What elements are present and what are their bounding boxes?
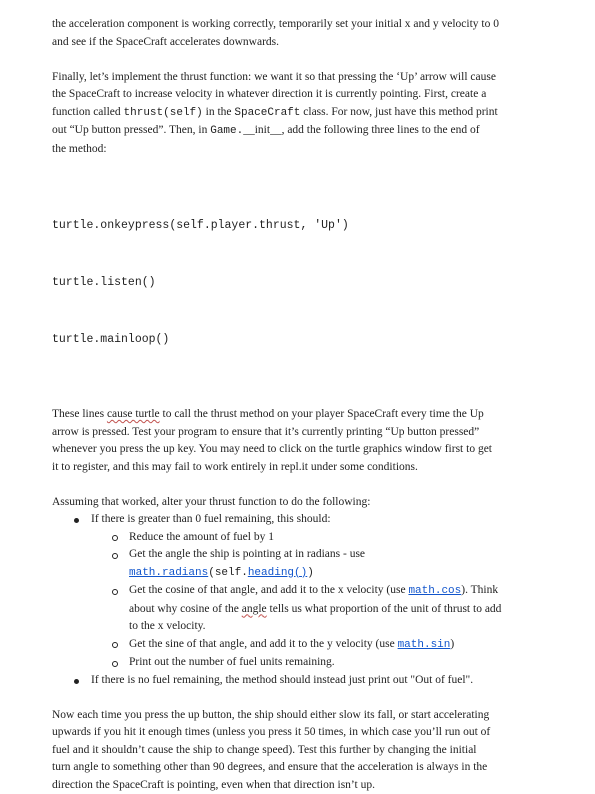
- paragraph-test-instructions: [52, 406, 552, 476]
- text-span: about why cosine of the: [129, 603, 242, 615]
- code-line: turtle.onkeypress(self.player.thrust, 'Up'): [52, 216, 552, 235]
- hollow-bullet-icon: [112, 642, 118, 648]
- text-line: turn angle to something other than 90 degrees, and ensure that the acceleration is always in the: [52, 759, 552, 777]
- code-line: turtle.listen(): [52, 273, 552, 292]
- paragraph-thrust-intro: [52, 69, 552, 159]
- bullet-icon: [74, 518, 79, 523]
- text-line: and see if the SpaceCraft accelerates downwards.: [52, 34, 552, 52]
- text-span: to the x velocity.: [129, 620, 206, 632]
- code-link-math-sin[interactable]: math.sin: [398, 639, 451, 651]
- text-line: arrow is pressed. Test your program to ensure that it’s currently printing “Up button pressed”: [52, 424, 552, 442]
- spellcheck-underline: angle: [242, 603, 267, 615]
- text-span: class. For now, just have this method print: [300, 106, 497, 118]
- paragraph-final-test: [52, 707, 552, 794]
- sub-list-item: [129, 654, 552, 672]
- inline-code-init: __init__: [243, 124, 281, 136]
- text-line: [52, 122, 552, 141]
- sub-bullet-list: [91, 529, 552, 672]
- text-span: ): [450, 638, 454, 650]
- text-span: function called: [52, 106, 124, 118]
- code-link-math-radians[interactable]: math.radians: [129, 567, 208, 579]
- text-line: [52, 406, 552, 424]
- text-span: in the: [203, 106, 235, 118]
- text-line: whenever you press the up key. You may need to click on the turtle graphics window first to get: [52, 441, 552, 459]
- bullet-list: [52, 511, 552, 689]
- sub-list-item: [129, 529, 552, 547]
- list-item: [91, 511, 552, 672]
- list-item-text: If there is no fuel remaining, the method should instead just print out "Out of fuel".: [91, 674, 473, 686]
- list-item-text: If there is greater than 0 fuel remaining, this should:: [91, 513, 331, 525]
- list-item-text: Reduce the amount of fuel by 1: [129, 531, 274, 543]
- text-line: the method:: [52, 141, 552, 159]
- sub-list-item: [129, 546, 552, 582]
- text-span: Get the cosine of that angle, and add it to the x velocity (use: [129, 584, 408, 596]
- text-line: the acceleration component is working correctly, temporarily set your initial x and y velocity to 0: [52, 16, 552, 34]
- sub-list-item: [129, 582, 552, 636]
- text-span: tells us what proportion of the unit of thrust to add: [267, 603, 502, 615]
- text-line: Assuming that worked, alter your thrust function to do the following:: [52, 494, 552, 512]
- text-line: upwards if you hit it enough times (unless you press it 50 times, in which case you’ll run out of: [52, 724, 552, 742]
- text-line: it to register, and this may fail to work entirely in repl.it under some conditions.: [52, 459, 552, 477]
- text-span: to call the thrust method on your player SpaceCraft every time the Up: [160, 408, 484, 420]
- paragraph-velocity-test: [52, 16, 552, 51]
- list-item: [91, 672, 552, 690]
- sub-list-item: [129, 636, 552, 655]
- bullet-icon: [74, 679, 79, 684]
- code-block: [52, 178, 552, 387]
- document-page: [52, 16, 552, 794]
- text-span: ). Think: [461, 584, 498, 596]
- inline-code: SpaceCraft: [234, 107, 300, 119]
- list-item-text: Get the angle the ship is pointing at in radians - use: [129, 548, 365, 560]
- text-line: fuel and it shouldn’t cause the ship to change speed). Test this further by changing the initial: [52, 742, 552, 760]
- text-span: Get the sine of that angle, and add it to the y velocity (use: [129, 638, 398, 650]
- text-line: [52, 104, 552, 123]
- list-item-text: Print out the number of fuel units remaining.: [129, 656, 335, 668]
- hollow-bullet-icon: [112, 553, 118, 559]
- text-span: , add the following three lines to the end of: [282, 124, 480, 136]
- text-line: the SpaceCraft to increase velocity in whatever direction it is currently pointing. First, create a: [52, 86, 552, 104]
- code-link-heading[interactable]: heading(): [248, 567, 307, 579]
- inline-code: ): [307, 567, 314, 579]
- hollow-bullet-icon: [112, 661, 118, 667]
- hollow-bullet-icon: [112, 535, 118, 541]
- inline-code: (self.: [208, 567, 248, 579]
- paragraph-thrust-steps: [52, 494, 552, 690]
- hollow-bullet-icon: [112, 589, 118, 595]
- text-line: Now each time you press the up button, the ship should either slow its fall, or start accelerating: [52, 707, 552, 725]
- text-span: out “Up button pressed”. Then, in: [52, 124, 210, 136]
- spellcheck-underline: cause turtle: [107, 408, 160, 420]
- code-link-math-cos[interactable]: math.cos: [408, 585, 461, 597]
- code-line: turtle.mainloop(): [52, 330, 552, 349]
- text-line: direction the SpaceCraft is pointing, even when that direction isn’t up.: [52, 777, 552, 794]
- text-span: These lines: [52, 408, 107, 420]
- text-line: Finally, let’s implement the thrust function: we want it so that pressing the ‘Up’ arrow will cause: [52, 69, 552, 87]
- inline-code: thrust(self): [124, 107, 203, 119]
- inline-code: Game.: [210, 125, 243, 137]
